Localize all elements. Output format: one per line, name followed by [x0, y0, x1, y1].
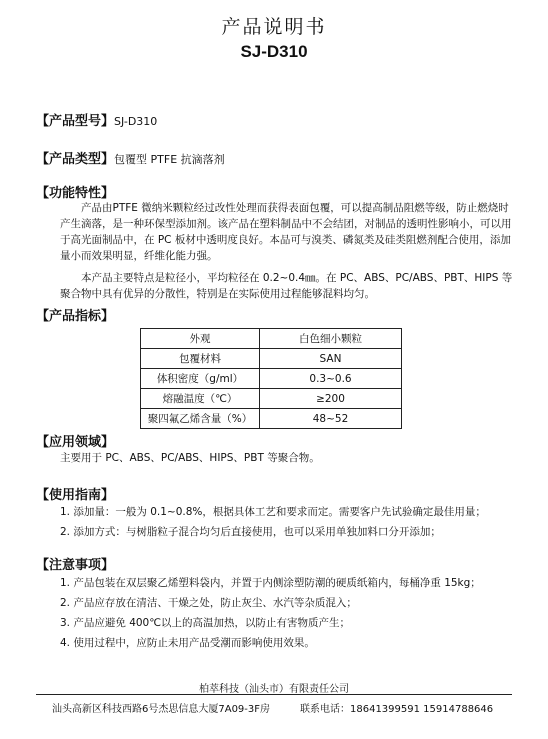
application-heading: 【应用领域】 [36, 435, 115, 450]
footer-address: 汕头高新区科技西路6号杰思信息大厦7A09-3F房 [52, 704, 271, 715]
list-item: 1. 产品包装在双层聚乙烯塑料袋内，并置于内侧涂塑防潮的硬质纸箱内，每桶净重 15kg； [60, 577, 481, 589]
spec-heading: 【产品指标】 [36, 309, 115, 324]
spec-label: 体积密度（g/ml） [141, 369, 260, 389]
spec-label: 包覆材料 [141, 349, 260, 369]
spec-value: 48~52 [260, 409, 402, 429]
document-model: SJ-D310 [240, 42, 308, 61]
features-paragraph-1: 产品由PTFE 微纳米颗粒经过改性处理而获得表面包覆，可以提高制品阻燃等级，防止燃烧时产生滴落，是一种环保型添加剂。该产品在塑料制品中不会结团，对制品的透明性影响小，可以用于高光面制品中，在 PC 板材中透明度良好。本品可与溴类、磷氮类及硅类阻燃剂配合使用，添加量小而效果明显，纤维化能力强。 [60, 202, 512, 262]
spec-label: 熔融温度（℃） [141, 389, 260, 409]
usage-list [60, 502, 530, 542]
model-heading: 【产品型号】 [36, 114, 115, 129]
model-section [36, 110, 157, 129]
document-title: 产品说明书 [221, 16, 327, 38]
footer-contact: 联系电话：18641399591 15914788646 [300, 704, 494, 715]
notes-list [60, 573, 530, 653]
spec-table [140, 328, 402, 429]
footer-company: 柏萃科技（汕头市）有限责任公司 [199, 684, 349, 695]
list-item: 2. 产品应存放在清洁、干燥之处，防止灰尘、水汽等杂质混入； [60, 597, 357, 609]
features-paragraph-2: 本产品主要特点是粒径小，平均粒径在 0.2~0.4㎜。在 PC、ABS、PC/ABS、PBT、HIPS 等聚合物中具有优异的分散性，特别是在实际使用过程能够混料均匀。 [60, 272, 513, 300]
spec-label: 外观 [141, 329, 260, 349]
list-item: 4. 使用过程中，应防止未用产品受潮而影响使用效果。 [60, 637, 315, 649]
table-row [141, 369, 402, 389]
application-text: 主要用于 PC、ABS、PC/ABS、HIPS、PBT 等聚合物。 [60, 452, 320, 464]
table-row [141, 329, 402, 349]
table-row [141, 409, 402, 429]
list-item: 2. 添加方式：与树脂粒子混合均匀后直接使用，也可以采用单独加料口分开添加； [60, 526, 441, 538]
footer-divider [36, 694, 512, 695]
features-heading: 【功能特性】 [36, 186, 115, 201]
list-item: 3. 产品应避免 400℃以上的高温加热，以防止有害物质产生； [60, 617, 351, 629]
notes-heading: 【注意事项】 [36, 558, 115, 573]
spec-value: ≥200 [260, 389, 402, 409]
list-item: 1. 添加量：一般为 0.1~0.8%，根据具体工艺和要求而定。需要客户先试验确定最佳用量； [60, 506, 486, 518]
type-heading: 【产品类型】 [36, 152, 115, 167]
spec-label: 聚四氟乙烯含量（%） [141, 409, 260, 429]
usage-heading: 【使用指南】 [36, 488, 115, 503]
table-row [141, 389, 402, 409]
spec-value: SAN [260, 349, 402, 369]
model-value: SJ-D310 [114, 115, 158, 128]
spec-value: 白色细小颗粒 [260, 329, 402, 349]
type-value: 包覆型 PTFE 抗滴落剂 [114, 153, 225, 166]
spec-value: 0.3~0.6 [260, 369, 402, 389]
type-section [36, 148, 225, 167]
table-row [141, 349, 402, 369]
